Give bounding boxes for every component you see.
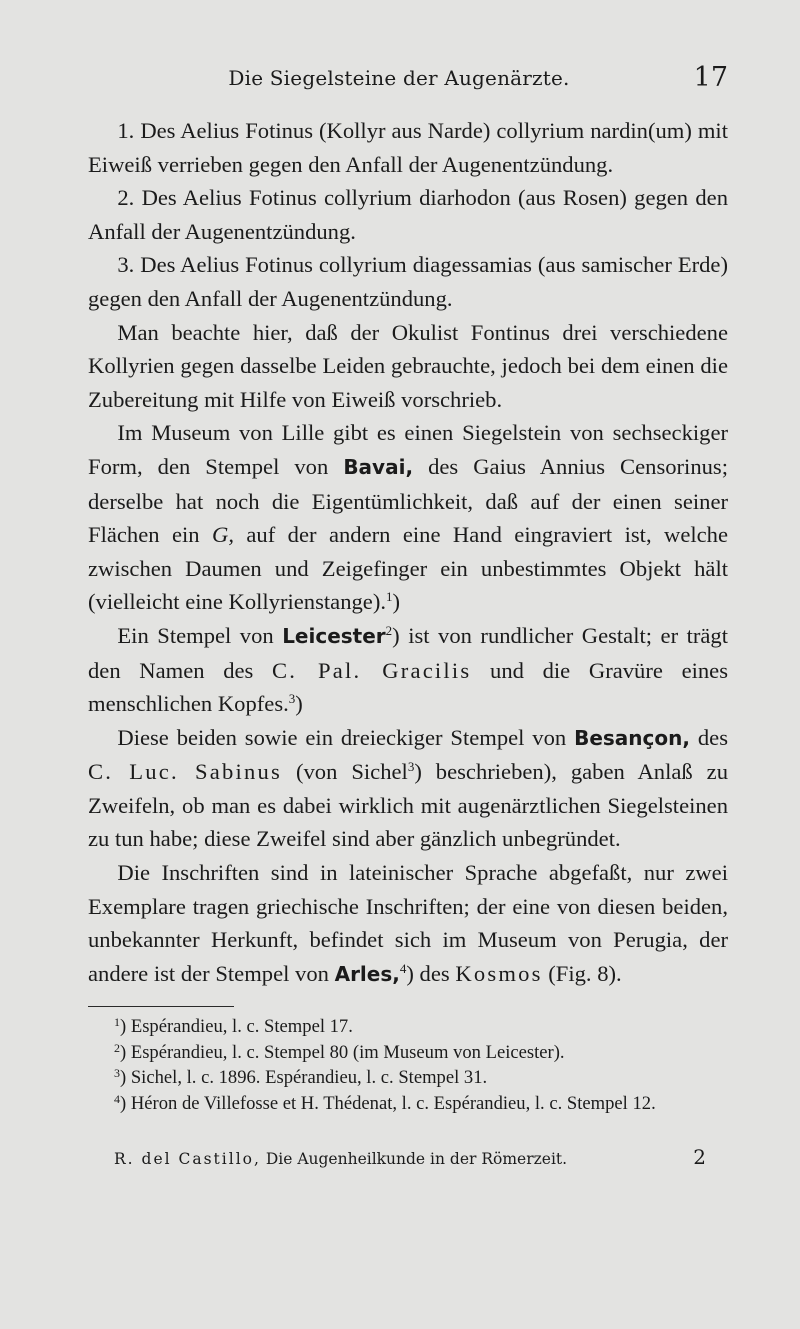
signature-title: Die Augenheilkunde in der Römerzeit.	[260, 1150, 568, 1168]
sheet-signature	[114, 1145, 706, 1170]
personal-name-sabinus: C. Luc. Sabinus	[88, 759, 282, 785]
paragraph-3: 3. Des Aelius Fotinus collyrium diagessamias (aus samischer Erde) gegen den Anfall der Augenentzündung.	[88, 252, 728, 311]
paragraph-7: Diese beiden sowie ein dreieckiger Stempel von Besançon, des C. Luc. Sabinus (von Sichel$^3$) beschrieben), gaben Anlaß zu Zweifeln, ob man es dabei wirklich mit augenärztlichen Siegelsteinen zu tun habe; diese Zweifel sind aber gänzlich unbegründet.	[88, 724, 728, 852]
place-name-leicester: Leicester	[282, 623, 386, 648]
paragraph-2: 2. Des Aelius Fotinus collyrium diarhodon (aus Rosen) gegen den Anfall der Augenentzündung.	[88, 185, 728, 244]
page-number: 17	[693, 62, 728, 93]
signature-author: R. del Castillo,	[114, 1150, 261, 1168]
footnotes	[88, 1014, 728, 1116]
paragraph-1: 1. Des Aelius Fotinus (Kollyr aus Narde) collyrium nardin(um) mit Eiweiß verrieben gegen den Anfall der Augenentzündung.	[88, 118, 728, 177]
footnote-ref: 1	[386, 589, 393, 605]
sheet-number: 2	[693, 1145, 706, 1169]
book-page	[88, 0, 728, 1329]
paragraph-4: Man beachte hier, daß der Okulist Fontinus drei verschiedene Kollyrien gegen dasselbe Leiden gebrauchte, jedoch bei dem einen die Zubereitung mit Hilfe von Eiweiß vorschrieb.	[88, 319, 728, 412]
footnote-ref: 3	[407, 759, 415, 775]
paragraph-8: Die Inschriften sind in lateinischer Sprache abgefaßt, nur zwei Exemplare tragen griechische Inschriften; der eine von diesen beiden, unbekannter Herkunft, befindet sich im Museum von Perugia, der andere ist der Stempel von Arles,$^4$) des Kosmos (Fig. 8).	[88, 860, 728, 986]
footnote-ref: 4	[399, 960, 407, 976]
paragraph-5: Im Museum von Lille gibt es einen Siegelstein von sechseckiger Form, den Stempel von Bavai, des Gaius Annius Censorinus; derselbe hat noch die Eigentümlichkeit, daß auf der einen seiner Flächen ein G, auf der andern eine Hand eingraviert ist, welche zwischen Daumen und Zeigefinger ein unbestimmtes Objekt hält (vielleicht eine Kollyrienstange).$^1$)	[88, 420, 728, 615]
footnote-1: $^1$) Espérandieu, l. c. Stempel 17.	[114, 1015, 353, 1037]
paragraph-6: Ein Stempel von Leicester$^2$) ist von rundlicher Gestalt; er trägt den Namen des C. Pal. Gracilis und die Gravüre eines menschlichen Kopfes.$^3$)	[88, 622, 729, 717]
footnote-2: $^2$) Espérandieu, l. c. Stempel 80 (im Museum von Leicester).	[114, 1040, 565, 1063]
running-title: Die Siegelsteine der Augenärzte.	[228, 66, 570, 90]
place-name-besancon: Besançon,	[574, 725, 690, 750]
personal-name-gracilis: C. Pal. Gracilis	[272, 657, 472, 683]
running-head	[88, 62, 728, 102]
footnote-3: $^3$) Sichel, l. c. 1896. Espérandieu, l. c. Stempel 31.	[114, 1066, 488, 1089]
place-name-arles: Arles,	[334, 961, 400, 986]
footnote-ref: 3	[288, 691, 296, 707]
personal-name-kosmos: Kosmos	[455, 960, 543, 986]
place-name-bavai: Bavai,	[343, 454, 414, 479]
footnote-ref: 2	[385, 622, 393, 638]
engraved-letter: G,	[212, 522, 234, 548]
footnote-rule	[88, 1006, 234, 1007]
body-text	[88, 114, 728, 991]
footnote-4: $^4$) Héron de Villefosse et H. Thédenat, l. c. Espérandieu, l. c. Stempel 12.	[114, 1091, 656, 1114]
